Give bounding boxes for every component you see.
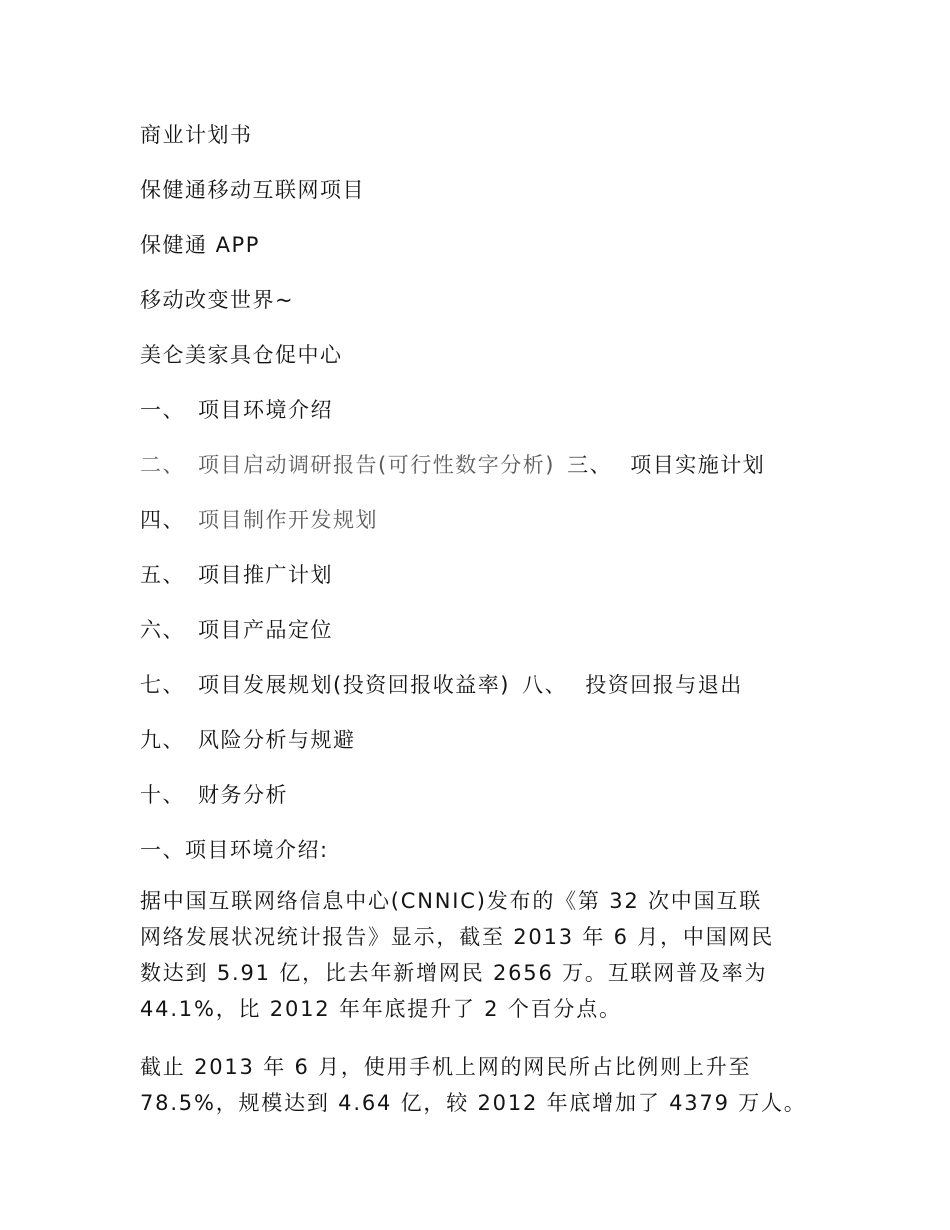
paragraph-line: 网络发展状况统计报告》显示，截至 2013 年 6 月，中国网民	[140, 925, 775, 949]
app-name: 保健通 APP	[140, 233, 260, 257]
toc-item	[140, 506, 378, 534]
toc-text: 项目推广计划	[198, 563, 333, 587]
toc-text: 风险分析与规避	[198, 728, 356, 752]
company-name: 美仑美家具仓促中心	[140, 343, 343, 367]
toc-number: 八、	[522, 673, 568, 697]
toc-number: 五、	[140, 563, 185, 587]
paragraph-line: 数达到 5.91 亿，比去年新增网民 2656 万。互联网普及率为	[140, 961, 768, 985]
toc-item	[140, 396, 333, 424]
toc-item	[140, 616, 333, 644]
toc-text: 项目发展规划(投资回报收益率)	[198, 673, 510, 697]
toc-text: 项目环境介绍	[198, 398, 333, 422]
slogan: 移动改变世界~	[140, 288, 295, 312]
toc-item	[140, 451, 765, 479]
paragraph-line: 78.5%，规模达到 4.64 亿，较 2012 年底增加了 4379 万人。	[140, 1091, 807, 1115]
toc-text: 项目启动调研报告(可行性数字分析)	[198, 453, 555, 477]
toc-item	[140, 726, 356, 754]
paragraph-line: 44.1%，比 2012 年年底提升了 2 个百分点。	[140, 997, 622, 1021]
toc-item	[140, 561, 333, 589]
paragraph	[140, 883, 820, 1027]
toc-text: 项目制作开发规划	[198, 508, 378, 532]
toc-number: 二、	[140, 453, 185, 477]
toc-text: 项目产品定位	[198, 618, 333, 642]
toc-number: 一、	[140, 398, 185, 422]
section-heading: 一、项目环境介绍:	[140, 838, 329, 862]
toc-text: 投资回报与退出	[585, 673, 743, 697]
toc-text: 项目实施计划	[630, 453, 766, 477]
toc-item	[140, 781, 288, 809]
toc-item	[140, 671, 743, 699]
toc-number: 七、	[140, 673, 185, 697]
toc-number: 十、	[140, 783, 185, 807]
toc-number: 四、	[140, 508, 185, 532]
toc-number: 六、	[140, 618, 185, 642]
paragraph-line: 截止 2013 年 6 月，使用手机上网的网民所占比例则上升至	[140, 1055, 752, 1079]
toc-number: 三、	[567, 453, 613, 477]
toc-number: 九、	[140, 728, 185, 752]
paragraph	[140, 1049, 820, 1121]
project-name: 保健通移动互联网项目	[140, 178, 365, 202]
paragraph-line: 据中国互联网络信息中心(CNNIC)发布的《第 32 次中国互联	[140, 889, 762, 913]
document-title: 商业计划书	[140, 123, 253, 147]
toc-text: 财务分析	[198, 783, 288, 807]
